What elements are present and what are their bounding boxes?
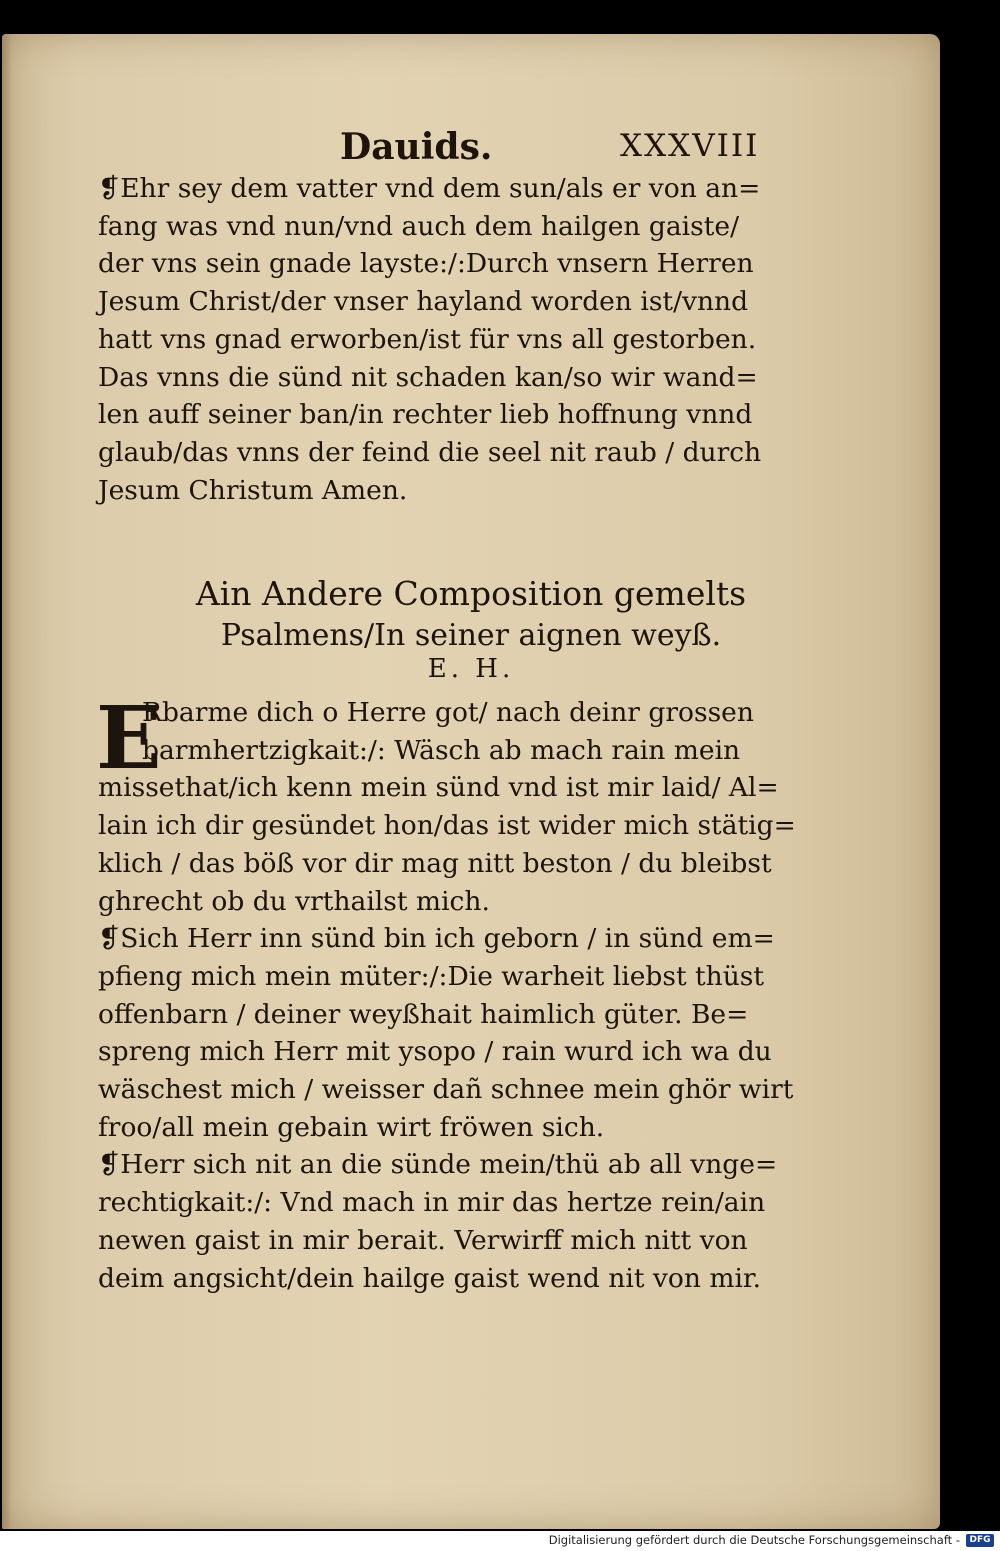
text-line: glaub/das vnns der feind die seel nit raub / durch bbox=[98, 436, 762, 468]
stanza-doxology bbox=[98, 170, 761, 509]
text-line: Das vnns die sünd nit schaden kan/so wir wand= bbox=[98, 361, 758, 393]
section-heading-line-1: Ain Andere Composition gemelts bbox=[195, 574, 747, 613]
text-line: fang was vnd nun/vnd auch dem hailgen gaiste/ bbox=[98, 210, 739, 242]
text-line: lain ich dir gesündet hon/das ist wider mich stätig= bbox=[98, 810, 796, 842]
text-line: der vns sein gnade layste:/:Durch vnsern Herren bbox=[98, 248, 754, 280]
text-line: spreng mich Herr mit ysopo / rain wurd ich wa du bbox=[98, 1036, 772, 1068]
text-line: ghrecht ob du vrthailst mich. bbox=[98, 885, 490, 917]
text-line: len auff seiner ban/in rechter lieb hoffnung vnnd bbox=[98, 399, 753, 431]
funding-credit: Digitalisierung gefördert durch die Deutsche Forschungsgemeinschaft - bbox=[548, 1533, 960, 1547]
running-head: Dauids. bbox=[340, 126, 493, 168]
dfg-logo-icon: DFG bbox=[966, 1534, 994, 1547]
digitization-footer bbox=[0, 1531, 1000, 1551]
text-line: klich / das böß vor dir mag nitt beston / du bleibst bbox=[98, 847, 772, 879]
text-line: Jesum Christ/der vnser hayland worden ist/vnnd bbox=[98, 286, 749, 318]
text-line: Rbarme dich o Herre got/ nach deinr grossen bbox=[142, 697, 754, 728]
stanza-psalm bbox=[96, 688, 796, 1297]
folio-number: XXXVIII bbox=[620, 128, 760, 164]
text-line: ❡Ehr sey dem vatter vnd dem sun/als er von an= bbox=[98, 173, 761, 204]
section-heading-initials: E. H. bbox=[427, 654, 515, 684]
book-page bbox=[2, 34, 940, 1529]
page-gutter-shadow bbox=[2, 34, 12, 1529]
text-line: wäschest mich / weisser dañ schnee mein ghör wirt bbox=[98, 1074, 794, 1106]
text-line: pfieng mich mein müter:/:Die warheit liebst thüst bbox=[98, 960, 765, 992]
text-line: hatt vns gnad erworben/ist für vns all gestorben. bbox=[98, 323, 757, 355]
text-line: ❡Sich Herr inn sünd bin ich geborn / in sünd em= bbox=[98, 923, 775, 955]
text-line: rechtigkait:/: Vnd mach in mir das hertze rein/ain bbox=[98, 1187, 766, 1219]
text-line: froo/all mein gebain wirt fröwen sich. bbox=[98, 1111, 605, 1143]
text-line: deim angsicht/dein hailge gaist wend nit von mir. bbox=[98, 1262, 762, 1294]
text-line: offenbarn / deiner weyßhait haimlich güter. Be= bbox=[98, 998, 749, 1030]
text-line: barmhertzigkait:/: Wäsch ab mach rain mein bbox=[142, 734, 741, 766]
text-line: missethat/ich kenn mein sünd vnd ist mir laid/ Al= bbox=[98, 772, 779, 804]
text-line: ❡Herr sich nit an die sünde mein/thü ab all vnge= bbox=[98, 1149, 778, 1181]
section-heading-line-2: Psalmens/In seiner aignen weyß. bbox=[220, 618, 722, 653]
drop-cap-initial: E bbox=[96, 688, 162, 789]
text-line: Jesum Christum Amen. bbox=[98, 474, 408, 506]
text-line: newen gaist in mir berait. Verwirff mich nitt von bbox=[98, 1224, 748, 1256]
